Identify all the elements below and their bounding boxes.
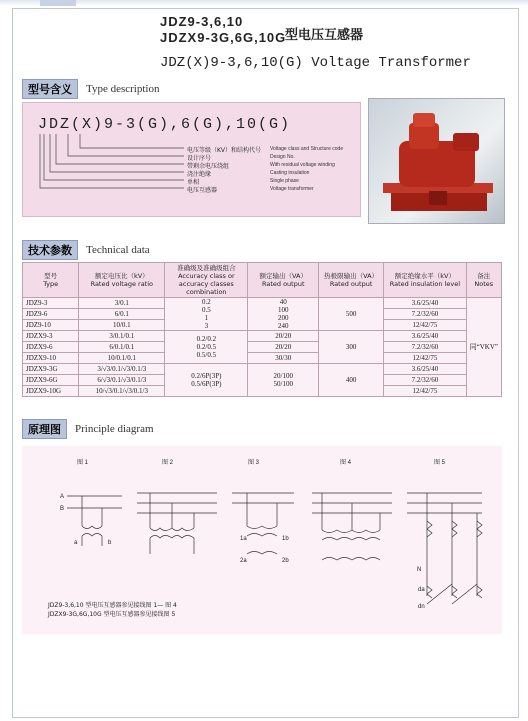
type-code: JDZ(X)9-3(G),6(G),10(G): [38, 116, 292, 133]
product-photo: [368, 98, 505, 224]
cell-type: JDZ9-10: [23, 320, 79, 331]
label-b: b: [108, 540, 112, 546]
diagram-note-2: JDZX9-3G,6G,10G 型电压互感器参见接线图 5: [48, 611, 176, 618]
legend-en-5: Single phase: [270, 178, 299, 184]
table-row: [23, 353, 502, 364]
cell-type: JDZ9-3: [23, 298, 79, 309]
title-line1: JDZ9-3,6,10: [160, 14, 244, 29]
header-accuracy: 准确级及准确级组合 Accuracy class or accuracy classes combination: [165, 263, 248, 298]
label-B: B: [60, 506, 65, 512]
label-dn: dn: [418, 604, 425, 610]
cell-output-group3: 20/100 50/100: [248, 364, 319, 397]
section-principle-en: Principle diagram: [75, 423, 154, 435]
section-type-description: [22, 80, 159, 98]
cell-accuracy-group3: 0.2/6P(3P) 0.5/6P(3P): [165, 364, 248, 397]
fig-label-3: 图 3: [248, 460, 260, 466]
cell-type: JDZX9-10: [23, 353, 79, 364]
legend-en-4: Casting insulation: [270, 170, 310, 176]
fig-label-5: 图 5: [434, 460, 446, 466]
legend-cn-6: 电压互感器: [187, 187, 218, 194]
brand-logo: [40, 0, 76, 6]
section-type-en: Type description: [86, 83, 160, 95]
title-en: JDZ(X)9-3,6,10(G) Voltage Transformer: [160, 55, 471, 71]
cell-type: JDZX9-6: [23, 342, 79, 353]
legend-en-6: Voltage transformer: [270, 186, 314, 192]
cell-type: JDZX9-3: [23, 331, 79, 342]
header-output: 额定输出（VA） Rated output: [248, 263, 319, 298]
legend-cn-1: 电压等级（KV）和结构代号: [187, 147, 262, 154]
cell-ratio: 10/√3/0.1/√3/0.1/3: [79, 386, 165, 397]
cell-ratio: 6/0.1: [79, 309, 165, 320]
cell-insulation: 12/42/75: [384, 353, 466, 364]
section-principle-cn: 原理图: [22, 419, 67, 439]
label-N: N: [417, 567, 422, 573]
header-insulation: 额定绝缘水平（kV） Rated insulation level: [384, 263, 466, 298]
label-A: A: [60, 494, 65, 500]
section-tech-cn: 技术参数: [22, 240, 78, 260]
cell-ratio: 10/0.1: [79, 320, 165, 331]
header-thermal: 热极限输出（VA） Rated output: [319, 263, 384, 298]
table-row: [23, 331, 502, 342]
label-2a: 2a: [240, 558, 247, 564]
cell-ratio: 3/0.1: [79, 298, 165, 309]
cell-output-group1: 40 100 200 240: [248, 298, 319, 331]
table-row: [23, 298, 502, 309]
legend-cn-5: 单相: [187, 179, 200, 186]
transformer-illustration: [369, 99, 504, 223]
cell-notes: 同“VKV”: [466, 298, 501, 397]
fig-label-1: 图 1: [77, 460, 89, 466]
header-type: 型号 Type: [23, 263, 79, 298]
legend-en-3: With residual voltage winding: [270, 162, 335, 168]
title-cn: 型电压互感器: [285, 28, 364, 43]
cell-insulation: 3.6/25/40: [384, 364, 466, 375]
section-technical-data: [22, 241, 150, 259]
cell-accuracy-group2: 0.2/0.2 0.2/0.5 0.5/0.5: [165, 331, 248, 364]
title-line2: JDZX9-3G,6G,10G: [160, 30, 287, 45]
cell-insulation: 3.6/25/40: [384, 298, 466, 309]
cell-insulation: 7.2/32/60: [384, 375, 466, 386]
label-1b: 1b: [282, 536, 289, 542]
legend-en-1: Voltage class and Structure code: [270, 146, 344, 152]
cell-thermal-group1: 500: [319, 298, 384, 331]
section-type-cn: 型号含义: [22, 79, 78, 99]
cell-type: JDZX9-3G: [23, 364, 79, 375]
label-da: da: [418, 587, 425, 593]
cell-insulation: 7.2/32/60: [384, 309, 466, 320]
cell-type: JDZ9-6: [23, 309, 79, 320]
cell-insulation: 7.2/32/60: [384, 342, 466, 353]
cell-insulation: 12/42/75: [384, 320, 466, 331]
cell-ratio: 3/√3/0.1/√3/0.1/3: [79, 364, 165, 375]
cell-ratio: 3/0.1/0.1: [79, 331, 165, 342]
legend-cn-2: 设计序号: [187, 155, 212, 162]
cell-ratio: 6/0.1/0.1: [79, 342, 165, 353]
label-2b: 2b: [282, 558, 289, 564]
technical-data-table: [22, 262, 502, 397]
fig-label-4: 图 4: [340, 460, 352, 466]
cell-output: 30/30: [248, 353, 319, 364]
cell-insulation: 3.6/25/40: [384, 331, 466, 342]
legend-cn-3: 带剩余电压绕组: [187, 163, 230, 170]
fig-label-2: 图 2: [162, 460, 174, 466]
cell-insulation: 12/42/75: [384, 386, 466, 397]
label-1a: 1a: [240, 536, 247, 542]
cell-thermal-group2: 300: [319, 331, 384, 364]
section-tech-en: Technical data: [86, 244, 150, 256]
cell-type: JDZX9-6G: [23, 375, 79, 386]
table-row: [23, 342, 502, 353]
table-row: [23, 364, 502, 375]
cell-output: 20/20: [248, 342, 319, 353]
cell-type: JDZX9-10G: [23, 386, 79, 397]
top-bar: [0, 0, 528, 6]
cell-output: 20/20: [248, 331, 319, 342]
cell-thermal-group3: 400: [319, 364, 384, 397]
header-notes: 备注 Notes: [466, 263, 501, 298]
section-principle-diagram: [22, 420, 154, 438]
diagram-note-1: JDZ9-3,6,10 型电压互感器参见接线图 1— 图 4: [48, 602, 177, 609]
cell-ratio: 6/√3/0.1/√3/0.1/3: [79, 375, 165, 386]
cell-ratio: 10/0.1/0.1: [79, 353, 165, 364]
header-ratio: 额定电压比（kV） Rated voltage ratio: [79, 263, 165, 298]
legend-cn-4: 浇注绝缘: [187, 171, 212, 178]
label-a: a: [74, 540, 78, 546]
legend-en-2: Design No.: [270, 154, 295, 160]
cell-accuracy-group1: 0.2 0.5 1 3: [165, 298, 248, 331]
